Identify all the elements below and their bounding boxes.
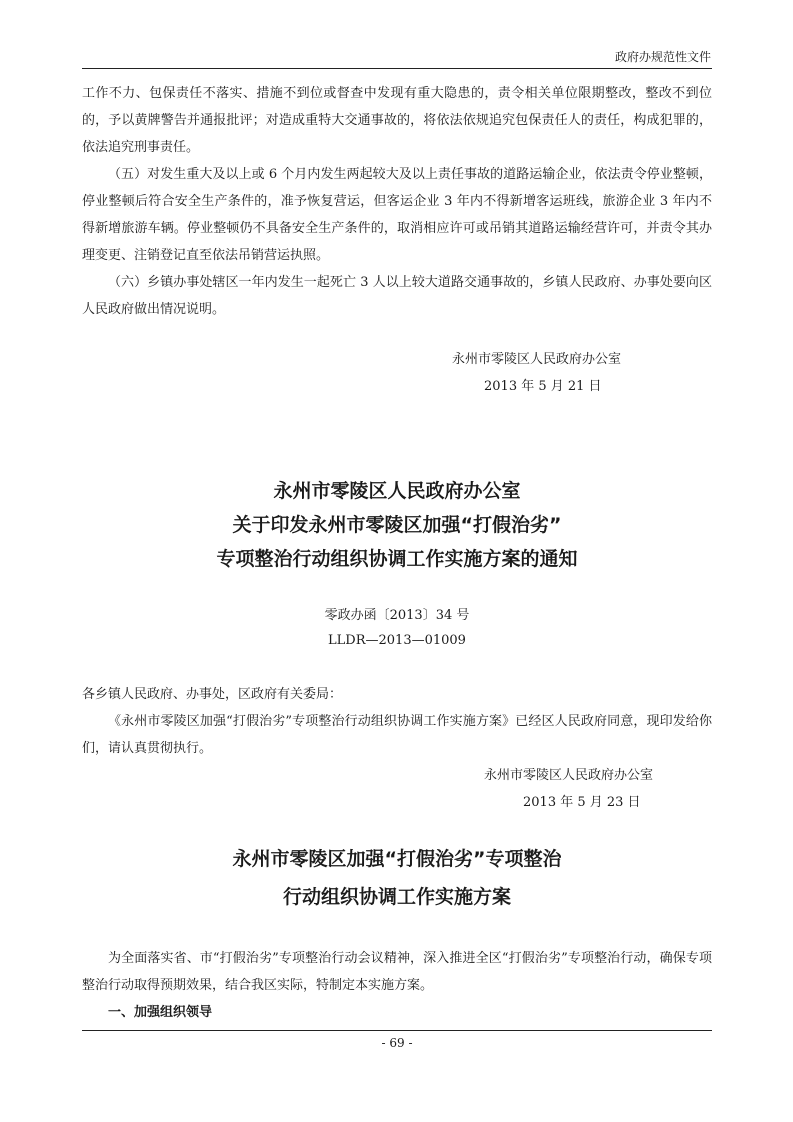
footer-rule [82,1030,712,1031]
notice-title-line-1: 永州市零陵区人民政府办公室 [273,480,521,502]
document-category-label: 政府办规范性文件 [614,50,711,64]
page-number: - 69 - [381,1036,413,1050]
plan-title-line-2: 行动组织协调工作实施方案 [282,886,511,908]
plan-section-1-heading: 一、加强组织领导 [108,1005,213,1020]
prev-doc-paragraph-5: （五）对发生重大及以上或 6 个月内发生两起较大及以上责任事故的道路运输企业，依法责令停业整顿，停业整顿后符合安全生产条件的，准予恢复营运，但客运企业 3 年内不得新增客运班线，旅游企业 3 年内不得新增旅游车辆。停业整顿仍不具备安全生产条件的，取消相应许可或吊销其道路运输经营许可，并责令其办理变更、注销登记直至依法吊销营运执照。 [82,167,712,263]
notice-signature-org: 永州市零陵区人民政府办公室 [484,768,654,783]
notice-doc-number: 零政办函〔2013〕34 号 [324,608,470,623]
notice-title-line-3: 专项整治行动组织协调工作实施方案的通知 [216,548,578,570]
prev-doc-paragraph-6: （六）乡镇办事处辖区一年内发生一起死亡 3 人以上较大道路交通事故的，乡镇人民政府、办事处要向区人民政府做出情况说明。 [82,275,712,317]
plan-title-line-1: 永州市零陵区加强“打假治劣”专项整治 [232,848,562,870]
prev-doc-signature-date: 2013 年 5 月 21 日 [484,379,602,394]
plan-intro-paragraph: 为全面落实省、市“打假治劣”专项整治行动会议精神，深入推进全区“打假治劣”专项整治行动，确保专项整治行动取得预期效果，结合我区实际，特制定本实施方案。 [82,951,712,993]
prev-doc-signature-org: 永州市零陵区人民政府办公室 [452,352,622,367]
notice-signature-date: 2013 年 5 月 23 日 [523,795,641,810]
notice-registration-number: LLDR—2013—01009 [328,633,466,648]
notice-body: 《永州市零陵区加强“打假治劣”专项整治行动组织协调工作实施方案》已经区人民政府同意，现印发给你们，请认真贯彻执行。 [82,714,712,756]
header-rule [82,68,712,69]
prev-doc-paragraph-1: 工作不力、包保责任不落实、措施不到位或督查中发现有重大隐患的，责令相关单位限期整改，整改不到位的，予以黄牌警告并通报批评；对造成重特大交通事故的，将依法依规追究包保责任人的责任，构成犯罪的，依法追究刑事责任。 [82,86,712,155]
notice-title-line-2: 关于印发永州市零陵区加强“打假治劣” [232,514,562,536]
notice-addressee: 各乡镇人民政府、办事处，区政府有关委局： [82,687,343,702]
